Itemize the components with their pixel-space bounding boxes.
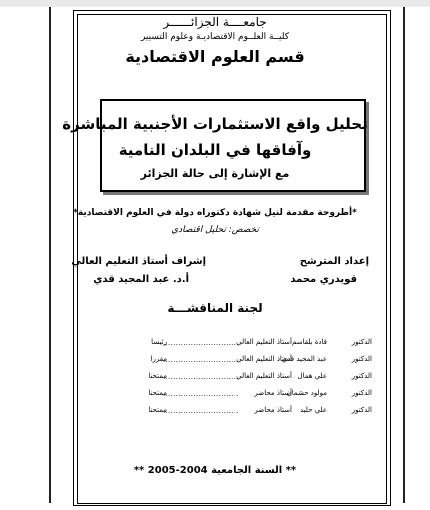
thesis-title-line2: وآفاقها في البلدان النامية (118, 141, 312, 159)
thesis-title-line1: تحليل واقع الاستثمارات الأجنبية المباشرة (62, 115, 368, 133)
dotted-leader: .............................. (163, 339, 239, 347)
specialization: تخصص: تحليل اقتصادي (171, 225, 259, 235)
member-role: مقررا (150, 355, 167, 363)
member-title: الدكتور (351, 372, 372, 380)
member-name: عبد المجيد قدي (281, 355, 327, 363)
member-name: قادة بلقاسم (292, 338, 327, 346)
dotted-leader: .............................. (163, 407, 239, 415)
supervisor-label: إشراف أستاذ التعليم العالي (71, 256, 206, 267)
member-role: ممتحنا (148, 406, 167, 414)
member-rank: أستاذ محاضر (254, 389, 292, 397)
dotted-leader: .............................. (163, 356, 239, 364)
thesis-note: *أطروحة مقدمة لنيل شهادة دكتوراه دولة في العلوم الاقتصادية* (73, 208, 357, 218)
committee-heading: لجنة المناقشـــة (167, 301, 263, 315)
member-rank: أستاذ التعليم العالي (236, 338, 292, 346)
dotted-leader: .............................. (163, 373, 239, 381)
thesis-subtitle: مع الإشارة إلى حالة الجزائر (140, 167, 290, 180)
department-name: قسم العلوم الاقتصادية (125, 47, 305, 66)
member-rank: أستاذ التعليم العالي (236, 355, 292, 363)
member-role: ممتحنا (148, 372, 167, 380)
member-title: الدكتور (351, 389, 372, 397)
viewer-top-bar (0, 0, 430, 7)
member-name: مولود حشمان (286, 389, 327, 397)
faculty-name: كليــة العلــوم الاقتصاديـة وعلوم التسيير (140, 32, 290, 42)
member-role: رئيسا (151, 338, 167, 346)
academic-year: ** السنة الجامعية 2004-2005 ** (133, 465, 297, 476)
member-role: ممتحنا (148, 389, 167, 397)
member-title: الدكتور (351, 406, 372, 414)
member-rank: أستاذ التعليم العالي (236, 372, 292, 380)
member-name: علي همال (297, 372, 327, 380)
member-name: علي حليد (300, 406, 327, 414)
candidate-label: إعداد المترشح (299, 256, 369, 267)
member-title: الدكتور (351, 355, 372, 363)
dotted-leader: .............................. (163, 390, 239, 398)
member-rank: أستاذ محاضر (254, 406, 292, 414)
supervisor-name: أ.د. عبد المجيد قدي (93, 274, 189, 285)
candidate-name: قويدري محمد (290, 274, 357, 285)
member-title: الدكتور (351, 338, 372, 346)
university-name: جامعــــة الجزائــــــر (163, 15, 267, 29)
